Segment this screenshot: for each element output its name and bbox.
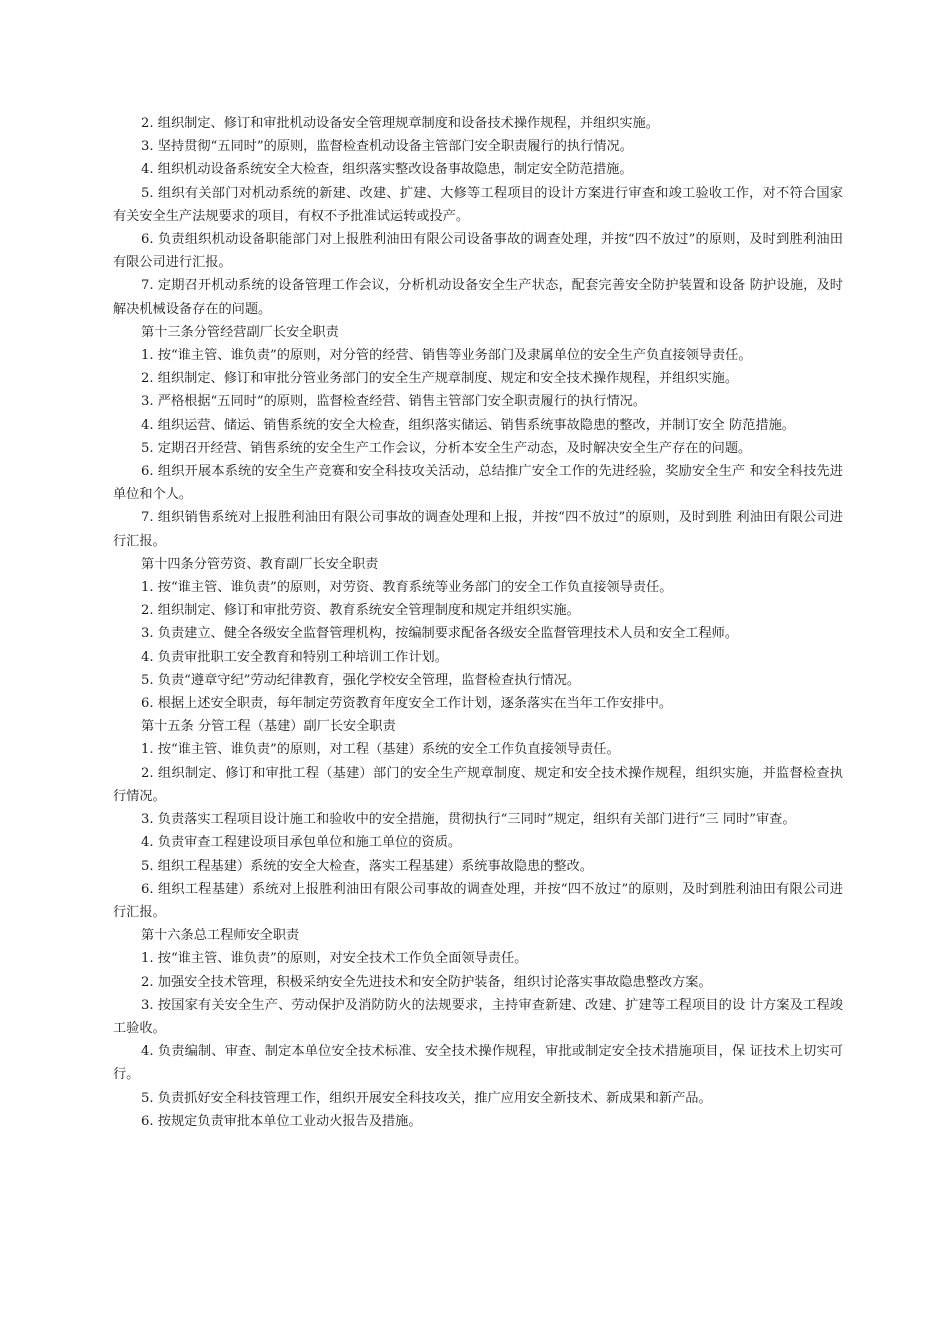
- list-item: 6. 按规定负责审批本单位工业动火报告及措施。: [141, 1113, 422, 1129]
- list-item: 1. 按“谁主管、谁负责”的原则，对分管的经营、销售等业务部门及隶属单位的安全生产负直接领导责任。: [141, 348, 752, 364]
- section-heading: 第十六条总工程师安全职责: [141, 928, 300, 944]
- list-item: 6. 组织开展本系统的安全生产竞赛和安全科技攻关活动，总结推广安全工作的先进经验，奖励安全生产 和安全科技先进单位和个人。: [113, 464, 843, 503]
- section-heading: 第十三条分管经营副厂长安全职责: [141, 324, 339, 340]
- list-item: 6. 负责组织机动设备职能部门对上报胜利油田有限公司设备事故的调查处理，并按“四不放过”的原则，及时到胜利油田有限公司进行汇报。: [113, 232, 843, 271]
- list-item: 3. 严格根据“五同时”的原则，监督检查经营、销售主管部门安全职责履行的执行情况。: [141, 394, 647, 410]
- list-item: 5. 组织工程基建）系统的安全大检查，落实工程基建）系统事故隐患的整改。: [141, 858, 593, 874]
- list-item: 1. 按“谁主管、谁负责”的原则，对工程（基建）系统的安全工作负直接领导责任。: [141, 742, 620, 758]
- list-item: 2. 组织制定、修订和审批机动设备安全管理规章制度和设备技术操作规程，并组织实施。: [141, 116, 659, 131]
- list-item: 2. 组织制定、修订和审批分管业务部门的安全生产规章制度、规定和安全技术操作规程，并组织实施。: [141, 371, 739, 387]
- section-heading: 第十五条 分管工程（基建）副厂长安全职责: [141, 719, 396, 735]
- section-heading: 第十四条分管劳资、教育副厂长安全职责: [141, 556, 379, 572]
- document-body: [113, 112, 843, 1133]
- list-item: 7. 组织销售系统对上报胜利油田有限公司事故的调查处理和上报，并按“四不放过”的原则，及时到胜 利油田有限公司进行汇报。: [113, 510, 843, 549]
- list-item: 5. 组织有关部门对机动系统的新建、改建、扩建、大修等工程项目的设计方案进行审查和竣工验收工作，对不符合国家有关安全生产法规要求的项目，有权不予批准试运转或投产。: [113, 185, 843, 224]
- list-item: 3. 负责落实工程项目设计施工和验收中的安全措施，贯彻执行“三同时”规定，组织有关部门进行“三 同时”审查。: [141, 812, 796, 828]
- list-item: 3. 负责建立、健全各级安全监督管理机构，按编制要求配备各级安全监督管理技术人员和安全工程师。: [141, 626, 739, 642]
- list-item: 4. 组织运营、储运、销售系统的安全大检查，组织落实储运、销售系统事故隐患的整改，并制订安全 防范措施。: [141, 417, 795, 433]
- list-item: 3. 坚持贯彻“五同时”的原则，监督检查机动设备主管部门安全职责履行的执行情况。: [141, 139, 633, 155]
- list-item: 3. 按国家有关安全生产、劳动保护及消防防火的法规要求，主持审查新建、改建、扩建等工程项目的设 计方案及工程竣工验收。: [113, 997, 843, 1036]
- list-item: 7. 定期召开机动系统的设备管理工作会议，分析机动设备安全生产状态，配套完善安全防护装置和设备 防护设施，及时解决机械设备存在的问题。: [113, 278, 843, 317]
- list-item: 2. 加强安全技术管理，积极采纳安全先进技术和安全防护装备，组织讨论落实事故隐患整改方案。: [141, 974, 712, 990]
- list-item: 6. 组织工程基建）系统对上报胜利油田有限公司事故的调查处理，并按“四不放过”的原则，及时到胜利油田有限公司进行汇报。: [113, 881, 843, 920]
- list-item: 6. 根据上述安全职责，每年制定劳资教育年度安全工作计划，逐条落实在当年工作安排中。: [141, 696, 673, 712]
- list-item: 4. 组织机动设备系统安全大检查，组织落实整改设备事故隐患，制定安全防范措施。: [141, 162, 633, 178]
- list-item: 2. 组织制定、修订和审批工程（基建）部门的安全生产规章制度、规定和安全技术操作规程，组织实施，并监督检查执行情况。: [113, 765, 843, 804]
- list-item: 5. 负责抓好安全科技管理工作，组织开展安全科技攻关，推广应用安全新技术、新成果和新产品。: [141, 1090, 712, 1106]
- list-item: 4. 负责审批职工安全教育和特别工种培训工作计划。: [141, 649, 448, 665]
- list-item: 5. 负责“遵章守纪”劳动纪律教育，强化学校安全管理，监督检查执行情况。: [141, 672, 581, 688]
- list-item: 5. 定期召开经营、销售系统的安全生产工作会议，分析本安全生产动态，及时解决安全生产存在的问题。: [141, 440, 752, 456]
- list-item: 1. 按“谁主管、谁负责”的原则，对安全技术工作负全面领导责任。: [141, 951, 528, 967]
- list-item: 1. 按“谁主管、谁负责”的原则，对劳资、教育系统等业务部门的安全工作负直接领导责任。: [141, 580, 673, 596]
- list-item: 4. 负责审查工程建设项目承包单位和施工单位的资质。: [141, 835, 462, 851]
- list-item: 4. 负责编制、审查、制定本单位安全技术标准、安全技术操作规程，审批或制定安全技术措施项目，保 证技术上切实可行。: [113, 1044, 843, 1083]
- list-item: 2. 组织制定、修订和审批劳资、教育系统安全管理制度和规定并组织实施。: [141, 603, 580, 619]
